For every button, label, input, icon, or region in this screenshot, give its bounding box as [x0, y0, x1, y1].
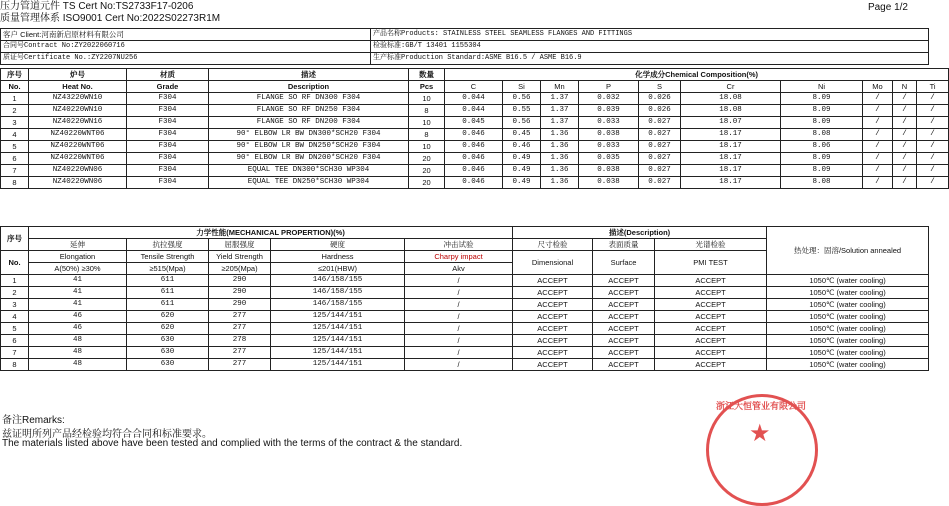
element-value: 18.08: [681, 105, 781, 117]
mech-row: [1, 275, 929, 287]
pmi-header-cn: 光谱检验: [655, 239, 767, 251]
surface-result: ACCEPT: [593, 299, 655, 311]
yield-strength: 277: [209, 347, 271, 359]
star-icon: ★: [749, 420, 771, 447]
hardness: 125/144/151: [271, 335, 405, 347]
row-no: 7: [1, 165, 29, 177]
element-value: /: [917, 105, 949, 117]
element-value: 18.07: [681, 117, 781, 129]
row-no: 8: [1, 177, 29, 189]
dimensional-result: ACCEPT: [513, 275, 593, 287]
row-no: 2: [1, 105, 29, 117]
standard-field: 生产标准Production Standard:ASME B16.5 / ASME B16.9: [371, 53, 929, 65]
pmi-result: ACCEPT: [655, 275, 767, 287]
element-value: 0.027: [639, 129, 681, 141]
element-value: 8.06: [781, 141, 863, 153]
hardness-header: Hardness: [271, 251, 405, 263]
row-no: 5: [1, 323, 29, 335]
elongation: 48: [29, 347, 127, 359]
dim-header-cn: 尺寸检验: [513, 239, 593, 251]
quantity: 20: [409, 177, 445, 189]
elongation: 46: [29, 323, 127, 335]
element-value: /: [863, 165, 893, 177]
element-value: 1.36: [541, 141, 579, 153]
qty-header-cn: 数量: [409, 69, 445, 81]
row-no: 8: [1, 359, 29, 371]
heat-treatment: 1050℃ (water cooling): [767, 311, 929, 323]
heat-treatment: 1050℃ (water cooling): [767, 335, 929, 347]
element-value: 18.17: [681, 165, 781, 177]
element-value: /: [893, 117, 917, 129]
yield-strength: 277: [209, 311, 271, 323]
element-value: 18.17: [681, 129, 781, 141]
elong-header-cn: 延伸: [29, 239, 127, 251]
heat-treatment: 1050℃ (water cooling): [767, 275, 929, 287]
element-value: 0.026: [639, 105, 681, 117]
surface-result: ACCEPT: [593, 347, 655, 359]
hardness-header-cn: 硬度: [271, 239, 405, 251]
surface-result: ACCEPT: [593, 275, 655, 287]
dimensional-result: ACCEPT: [513, 311, 593, 323]
element-value: 0.49: [503, 177, 541, 189]
element-value: /: [917, 165, 949, 177]
surface-result: ACCEPT: [593, 287, 655, 299]
chemical-table: [0, 68, 949, 189]
heat-no: NZ43220WN10: [29, 93, 127, 105]
dimensional-result: ACCEPT: [513, 287, 593, 299]
element-header: Mn: [541, 81, 579, 93]
element-value: 18.17: [681, 177, 781, 189]
row-no: 2: [1, 287, 29, 299]
surface-header-cn: 表面质量: [593, 239, 655, 251]
element-value: /: [893, 141, 917, 153]
impact: /: [405, 299, 513, 311]
chem-row: [1, 117, 949, 129]
element-value: 0.038: [579, 177, 639, 189]
row-no: 1: [1, 275, 29, 287]
impact-header: Charpy impact: [405, 251, 513, 263]
quantity: 10: [409, 117, 445, 129]
impact: /: [405, 347, 513, 359]
pmi-header: PMI TEST: [655, 251, 767, 275]
mech-row: [1, 347, 929, 359]
element-header: C: [445, 81, 503, 93]
element-value: 1.36: [541, 129, 579, 141]
ts-cert-line: 压力管道元件 TS Cert No:TS2733F17-0206: [0, 1, 194, 12]
remarks-label: 备注Remarks:: [2, 415, 65, 426]
elong-requirement: A(50%) ≥30%: [29, 263, 127, 275]
element-value: 0.45: [503, 129, 541, 141]
chem-row: [1, 165, 949, 177]
element-value: /: [863, 153, 893, 165]
row-no: 5: [1, 141, 29, 153]
element-value: 0.033: [579, 141, 639, 153]
chem-comp-header: 化学成分Chemical Composition(%): [445, 69, 949, 81]
pmi-result: ACCEPT: [655, 323, 767, 335]
remarks-cn: 兹证明所列产品经检验均符合合同和标准要求。: [2, 429, 212, 440]
element-value: 0.033: [579, 117, 639, 129]
yield-strength: 290: [209, 287, 271, 299]
heat-treatment: 1050℃ (water cooling): [767, 323, 929, 335]
chem-row: [1, 93, 949, 105]
spec-field: 检验标准:GB/T 13401 1155304: [371, 41, 929, 53]
pmi-result: ACCEPT: [655, 287, 767, 299]
grade-header: Grade: [127, 81, 209, 93]
element-value: 0.044: [445, 105, 503, 117]
qty-header: Pcs: [409, 81, 445, 93]
elongation: 48: [29, 359, 127, 371]
info-table: [0, 28, 929, 65]
element-value: /: [893, 177, 917, 189]
element-value: 0.56: [503, 117, 541, 129]
element-header: Ti: [917, 81, 949, 93]
impact: /: [405, 311, 513, 323]
element-value: 0.039: [579, 105, 639, 117]
row-no: 3: [1, 299, 29, 311]
grade-header-cn: 材质: [127, 69, 209, 81]
element-value: 8.09: [781, 105, 863, 117]
description: 90° ELBOW LR BW DN250*SCH20 F304: [209, 141, 409, 153]
tensile-strength: 620: [127, 311, 209, 323]
row-no: 4: [1, 311, 29, 323]
grade: F304: [127, 141, 209, 153]
hardness: 125/144/151: [271, 347, 405, 359]
dimensional-result: ACCEPT: [513, 347, 593, 359]
heat-no: NZ40220WNT06: [29, 129, 127, 141]
heat-header-cn: 炉号: [29, 69, 127, 81]
surface-result: ACCEPT: [593, 359, 655, 371]
heat-treatment-header: 热处理：固溶/Solution annealed: [767, 227, 929, 275]
surface-result: ACCEPT: [593, 335, 655, 347]
quantity: 8: [409, 105, 445, 117]
element-value: 0.046: [445, 165, 503, 177]
element-value: 8.09: [781, 117, 863, 129]
heat-no: NZ40220WN16: [29, 117, 127, 129]
tensile-strength: 620: [127, 323, 209, 335]
element-value: /: [863, 105, 893, 117]
element-value: 0.035: [579, 153, 639, 165]
chem-row: [1, 153, 949, 165]
hardness: 125/144/151: [271, 359, 405, 371]
hardness: 146/158/155: [271, 299, 405, 311]
quantity: 10: [409, 141, 445, 153]
grade: F304: [127, 165, 209, 177]
seq-header-cn: 序号: [1, 69, 29, 81]
yield-strength: 277: [209, 323, 271, 335]
dimensional-result: ACCEPT: [513, 359, 593, 371]
element-value: 1.36: [541, 165, 579, 177]
element-value: 8.08: [781, 129, 863, 141]
row-no: 1: [1, 93, 29, 105]
heat-no: NZ40220WN06: [29, 165, 127, 177]
tensile-strength: 611: [127, 275, 209, 287]
quantity: 8: [409, 129, 445, 141]
grade: F304: [127, 177, 209, 189]
dim-header: Dimensional: [513, 251, 593, 275]
heat-treatment: 1050℃ (water cooling): [767, 299, 929, 311]
element-value: /: [893, 93, 917, 105]
elongation: 41: [29, 299, 127, 311]
yield-header-cn: 屈服强度: [209, 239, 271, 251]
impact: /: [405, 287, 513, 299]
dimensional-result: ACCEPT: [513, 323, 593, 335]
element-value: 18.08: [681, 93, 781, 105]
element-value: 1.36: [541, 177, 579, 189]
mech-row: [1, 359, 929, 371]
elongation: 48: [29, 335, 127, 347]
yield-header: Yield Strength: [209, 251, 271, 263]
element-value: 0.044: [445, 93, 503, 105]
tensile-header-cn: 抗拉强度: [127, 239, 209, 251]
element-value: 1.37: [541, 117, 579, 129]
element-value: /: [863, 177, 893, 189]
mech-seq-header: 序号: [1, 227, 29, 251]
element-value: 18.17: [681, 153, 781, 165]
iso-cert-line: 质量管理体系 ISO9001 Cert No:2022S02273R1M: [0, 13, 221, 24]
impact-requirement: Akv: [405, 263, 513, 275]
element-value: 0.038: [579, 165, 639, 177]
element-value: 0.49: [503, 153, 541, 165]
yield-strength: 290: [209, 299, 271, 311]
element-value: /: [917, 153, 949, 165]
element-value: 0.045: [445, 117, 503, 129]
row-no: 7: [1, 347, 29, 359]
mech-no-header: No.: [1, 251, 29, 275]
row-no: 6: [1, 335, 29, 347]
element-value: 18.17: [681, 141, 781, 153]
element-value: /: [917, 129, 949, 141]
elong-header: Elongation: [29, 251, 127, 263]
desc-header: Description: [209, 81, 409, 93]
element-header: P: [579, 81, 639, 93]
desc-title: 描述(Description): [513, 227, 767, 239]
page-number: Page 1/2: [867, 2, 908, 13]
grade: F304: [127, 105, 209, 117]
element-value: 0.49: [503, 165, 541, 177]
pmi-result: ACCEPT: [655, 335, 767, 347]
yield-strength: 277: [209, 359, 271, 371]
row-no: 6: [1, 153, 29, 165]
element-value: 0.046: [445, 153, 503, 165]
pmi-result: ACCEPT: [655, 359, 767, 371]
description: FLANGE SO RF DN200 F304: [209, 117, 409, 129]
grade: F304: [127, 153, 209, 165]
desc-header-cn: 描述: [209, 69, 409, 81]
quantity: 20: [409, 153, 445, 165]
yield-requirement: ≥205(Mpa): [209, 263, 271, 275]
element-value: 0.027: [639, 177, 681, 189]
pmi-result: ACCEPT: [655, 347, 767, 359]
hardness-requirement: ≤201(HBW): [271, 263, 405, 275]
element-value: /: [917, 177, 949, 189]
tensile-header: Tensile Strength: [127, 251, 209, 263]
no-header: No.: [1, 81, 29, 93]
mech-row: [1, 287, 929, 299]
element-value: /: [917, 93, 949, 105]
element-value: 1.37: [541, 105, 579, 117]
row-no: 3: [1, 117, 29, 129]
heat-header: Heat No.: [29, 81, 127, 93]
element-value: 0.027: [639, 141, 681, 153]
element-value: 0.56: [503, 93, 541, 105]
yield-strength: 290: [209, 275, 271, 287]
description: EQUAL TEE DN250*SCH30 WP304: [209, 177, 409, 189]
impact: /: [405, 323, 513, 335]
heat-treatment: 1050℃ (water cooling): [767, 287, 929, 299]
description: FLANGE SO RF DN250 F304: [209, 105, 409, 117]
hardness: 146/158/155: [271, 287, 405, 299]
element-value: 0.027: [639, 153, 681, 165]
impact-header-cn: 冲击试验: [405, 239, 513, 251]
heat-no: NZ40220WN06: [29, 177, 127, 189]
description: 90° ELBOW LR BW DN300*SCH20 F304: [209, 129, 409, 141]
mech-title: 力学性能(MECHANICAL PROPERTION)(%): [29, 227, 513, 239]
mech-row: [1, 299, 929, 311]
surface-result: ACCEPT: [593, 323, 655, 335]
chem-row: [1, 177, 949, 189]
quantity: 20: [409, 165, 445, 177]
element-value: /: [893, 105, 917, 117]
element-value: 0.026: [639, 93, 681, 105]
element-value: 0.46: [503, 141, 541, 153]
element-value: 8.09: [781, 93, 863, 105]
chem-row: [1, 141, 949, 153]
row-no: 4: [1, 129, 29, 141]
element-value: 1.36: [541, 153, 579, 165]
element-value: 8.09: [781, 165, 863, 177]
element-header: Mo: [863, 81, 893, 93]
mechanical-table: [0, 226, 929, 371]
company-seal: [706, 394, 818, 506]
description: 90° ELBOW LR BW DN200*SCH20 F304: [209, 153, 409, 165]
description: EQUAL TEE DN300*SCH30 WP304: [209, 165, 409, 177]
element-value: 0.038: [579, 129, 639, 141]
tensile-strength: 611: [127, 287, 209, 299]
hardness: 125/144/151: [271, 311, 405, 323]
element-value: 0.046: [445, 141, 503, 153]
tensile-strength: 630: [127, 335, 209, 347]
element-value: /: [863, 141, 893, 153]
element-header: Ni: [781, 81, 863, 93]
hardness: 125/144/151: [271, 323, 405, 335]
impact: /: [405, 359, 513, 371]
mech-row: [1, 335, 929, 347]
element-value: 8.08: [781, 177, 863, 189]
element-value: 0.027: [639, 165, 681, 177]
element-value: /: [917, 141, 949, 153]
tensile-strength: 630: [127, 359, 209, 371]
tensile-strength: 611: [127, 299, 209, 311]
seal-text: 浙江大恒管业有限公司: [715, 401, 806, 411]
client-field: 客户 Client:河南新启原材料有限公司: [1, 29, 371, 41]
heat-no: NZ40220WNT06: [29, 141, 127, 153]
elongation: 46: [29, 311, 127, 323]
dimensional-result: ACCEPT: [513, 299, 593, 311]
certificate-field: 质证号Certificate No.:ZY2207NU256: [1, 53, 371, 65]
chem-row: [1, 129, 949, 141]
element-value: /: [863, 117, 893, 129]
element-value: /: [917, 117, 949, 129]
chem-row: [1, 105, 949, 117]
element-value: /: [893, 165, 917, 177]
tensile-requirement: ≥515(Mpa): [127, 263, 209, 275]
element-value: /: [893, 129, 917, 141]
dimensional-result: ACCEPT: [513, 335, 593, 347]
heat-no: NZ40220WNT06: [29, 153, 127, 165]
mech-row: [1, 311, 929, 323]
pmi-result: ACCEPT: [655, 299, 767, 311]
element-value: 0.046: [445, 129, 503, 141]
hardness: 146/158/155: [271, 275, 405, 287]
element-value: /: [863, 129, 893, 141]
element-value: 0.046: [445, 177, 503, 189]
quantity: 10: [409, 93, 445, 105]
elongation: 41: [29, 275, 127, 287]
elongation: 41: [29, 287, 127, 299]
element-header: Si: [503, 81, 541, 93]
pmi-result: ACCEPT: [655, 311, 767, 323]
element-value: /: [893, 153, 917, 165]
element-header: S: [639, 81, 681, 93]
grade: F304: [127, 117, 209, 129]
surface-result: ACCEPT: [593, 311, 655, 323]
yield-strength: 278: [209, 335, 271, 347]
element-header: Cr: [681, 81, 781, 93]
products-field: 产品名称Products: STAINLESS STEEL SEAMLESS FLANGES AND FITTINGS: [371, 29, 929, 41]
element-value: /: [863, 93, 893, 105]
grade: F304: [127, 93, 209, 105]
description: FLANGE SO RF DN300 F304: [209, 93, 409, 105]
impact: /: [405, 275, 513, 287]
heat-treatment: 1050℃ (water cooling): [767, 347, 929, 359]
element-value: 0.027: [639, 117, 681, 129]
heat-no: NZ40220WN10: [29, 105, 127, 117]
element-value: 0.032: [579, 93, 639, 105]
tensile-strength: 630: [127, 347, 209, 359]
mech-row: [1, 323, 929, 335]
impact: /: [405, 335, 513, 347]
grade: F304: [127, 129, 209, 141]
remarks-en: The materials listed above have been tested and complied with the terms of the contract & the standard.: [2, 438, 463, 449]
element-value: 1.37: [541, 93, 579, 105]
element-header: N: [893, 81, 917, 93]
heat-treatment: 1050℃ (water cooling): [767, 359, 929, 371]
element-value: 0.55: [503, 105, 541, 117]
surface-header: Surface: [593, 251, 655, 275]
element-value: 8.09: [781, 153, 863, 165]
contract-field: 合同号Contract No:ZY2022060716: [1, 41, 371, 53]
